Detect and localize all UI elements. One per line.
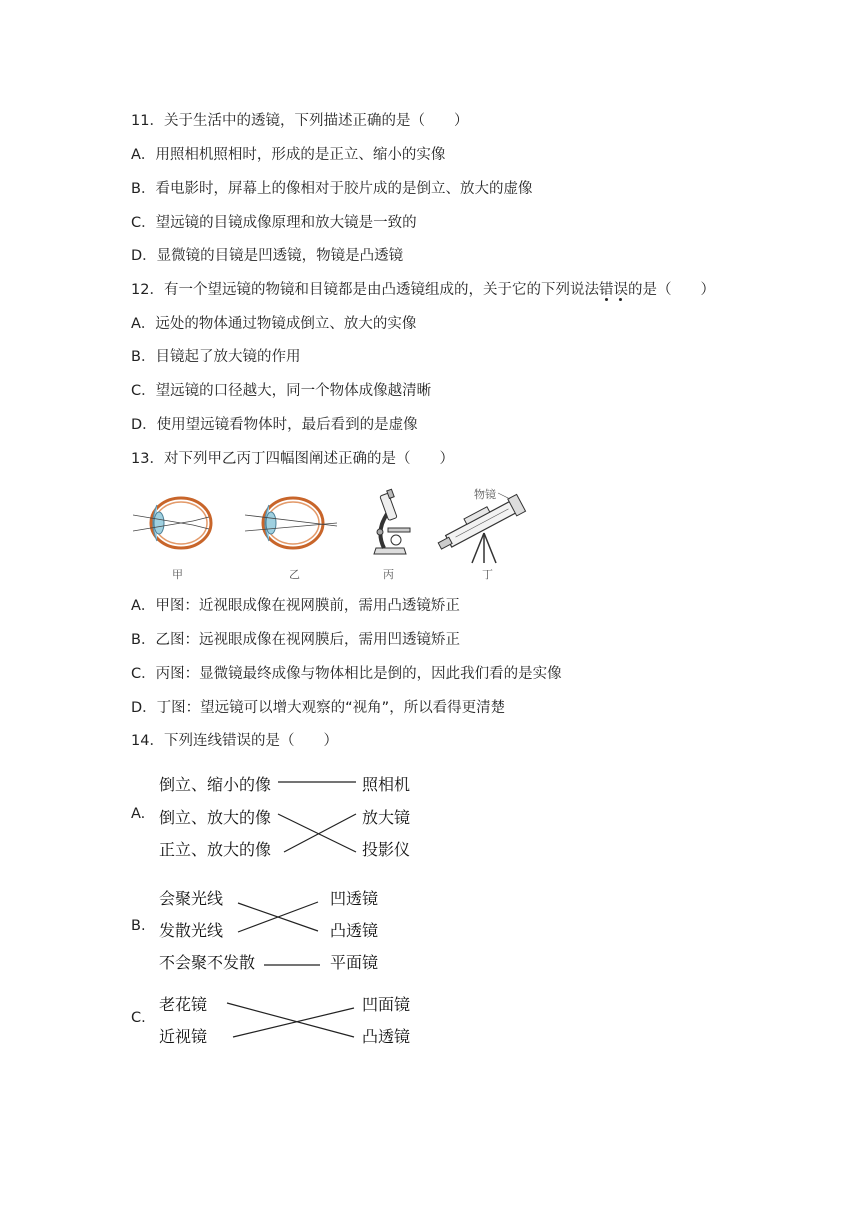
figure-label-jia: 甲 [172,568,183,581]
q14b-connector-line [238,902,318,932]
q12-stem-before: 12．有一个望远镜的物镜和目镜都是由凸透镜组成的，关于它的下列说法 [131,282,599,298]
figure-label-ding: 丁 [482,568,493,581]
q14-stem: 14．下列连线错误的是（ ） [131,733,338,749]
q12-option-a: A．远处的物体通过物镜成倒立、放大的实像 [131,316,417,332]
q14c-left-item: 老花镜 [159,995,208,1014]
q14b-right-item: 平面镜 [330,953,379,972]
q14b-left-item: 会聚光线 [159,889,224,908]
q14a-left-item: 倒立、缩小的像 [159,775,272,794]
q11-option-c: C．望远镜的目镜成像原理和放大镜是一致的 [131,215,417,231]
q14a-left-item: 正立、放大的像 [159,840,272,859]
q14a-right-item: 投影仪 [362,840,411,859]
figure-label-bing: 丙 [383,568,394,581]
q11-option-b: B．看电影时，屏幕上的像相对于胶片成的是倒立、放大的虚像 [131,181,533,197]
q14c-right-item: 凹面镜 [362,995,411,1014]
q12-option-c: C．望远镜的口径越大，同一个物体成像越清晰 [131,383,432,399]
q12-emphasis-char-1: 错 [599,280,614,300]
q13-stem: 13．对下列甲乙丙丁四幅图阐述正确的是（ ） [131,451,454,467]
q14c-connector-line [227,1003,354,1037]
q11-stem: 11．关于生活中的透镜，下列描述正确的是（ ） [131,113,469,129]
q14-option-c-letter: C. [131,1010,146,1026]
q14b-right-item: 凹透镜 [330,889,379,908]
figure-label-yi: 乙 [289,568,300,581]
q14b-left-item: 不会聚不发散 [159,953,256,972]
q14-option-b-letter: B. [131,918,146,934]
telescope-objective-label: 物镜 [474,488,496,501]
q13-option-b: B．乙图：远视眼成像在视网膜后，需用凹透镜矫正 [131,632,460,648]
q12-emphasis-char-2: 误 [613,280,628,300]
q11-option-a: A．用照相机照相时，形成的是正立、缩小的实像 [131,147,446,163]
q12-stem-after: 的是（ ） [627,282,715,298]
q14b-left-item: 发散光线 [159,921,224,940]
q14a-right-item: 放大镜 [362,808,411,827]
q14a-right-item: 照相机 [362,775,411,794]
q13-option-a: A．甲图：近视眼成像在视网膜前，需用凸透镜矫正 [131,598,460,614]
q13-option-d: D．丁图：望远镜可以增大观察的“视角”，所以看得更清楚 [131,700,506,716]
q14b-right-item: 凸透镜 [330,921,379,940]
q14a-left-item: 倒立、放大的像 [159,808,272,827]
q14c-left-item: 近视镜 [159,1027,208,1046]
q13-option-c: C．丙图：显微镜最终成像与物体相比是倒的，因此我们看的是实像 [131,666,562,682]
q12-option-b: B．目镜起了放大镜的作用 [131,349,301,365]
q12-option-d: D．使用望远镜看物体时，最后看到的是虚像 [131,417,418,433]
q14-option-a-letter: A. [131,806,146,822]
q14c-right-item: 凸透镜 [362,1027,411,1046]
q11-option-d: D．显微镜的目镜是凹透镜，物镜是凸透镜 [131,248,404,264]
